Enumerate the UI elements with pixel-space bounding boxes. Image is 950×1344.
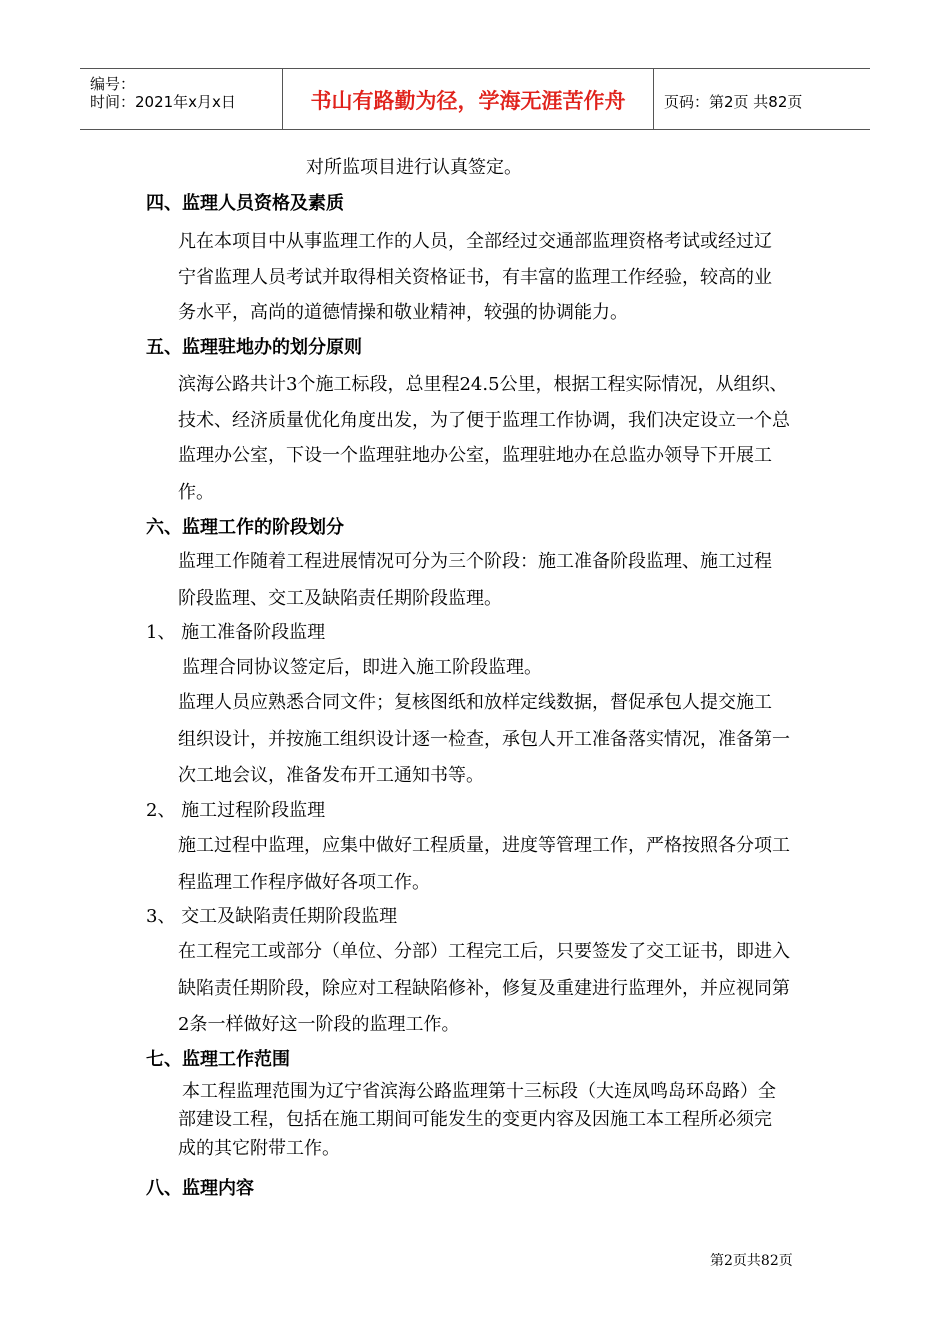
header-page-number: 页码：第2页 共82页 xyxy=(664,93,803,111)
paragraph-line: 部建设工程，包括在施工期间可能发生的变更内容及因施工本工程所必须完 xyxy=(178,1109,772,1130)
paragraph-line: 监理工作随着工程进展情况可分为三个阶段：施工准备阶段监理、施工过程 xyxy=(178,551,772,572)
document-number-label: 编号： xyxy=(90,75,136,93)
paragraph-line: 监理人员应熟悉合同文件；复核图纸和放样定线数据，督促承包人提交施工 xyxy=(178,692,772,713)
paragraph-line: 阶段监理、交工及缺陷责任期阶段监理。 xyxy=(178,588,502,609)
page-header xyxy=(80,68,870,130)
paragraph-line: 程监理工作程序做好各项工作。 xyxy=(178,872,430,893)
paragraph-line: 监理合同协议签定后，即进入施工阶段监理。 xyxy=(182,657,542,678)
paragraph-line: 凡在本项目中从事监理工作的人员，全部经过交通部监理资格考试或经过辽 xyxy=(178,231,772,252)
header-meta-cell xyxy=(80,69,282,129)
header-page-cell xyxy=(654,69,870,129)
paragraph-line: 2条一样做好这一阶段的监理工作。 xyxy=(178,1014,460,1035)
paragraph-line: 成的其它附带工作。 xyxy=(178,1138,340,1159)
section-heading-7: 七、监理工作范围 xyxy=(146,1049,290,1070)
section-heading-4: 四、监理人员资格及素质 xyxy=(146,193,344,214)
section-heading-5: 五、监理驻地办的划分原则 xyxy=(146,337,362,358)
paragraph-line: 务水平，高尚的道德情操和敬业精神，较强的协调能力。 xyxy=(178,302,628,323)
header-motto-cell xyxy=(282,69,654,129)
paragraph-line: 滨海公路共计3个施工标段，总里程24.5公里，根据工程实际情况，从组织、 xyxy=(178,374,788,395)
paragraph-line: 在工程完工或部分（单位、分部）工程完工后，只要签发了交工证书，即进入 xyxy=(178,941,790,962)
section-heading-8: 八、监理内容 xyxy=(146,1178,254,1199)
paragraph-line: 次工地会议，准备发布开工通知书等。 xyxy=(178,765,484,786)
paragraph-line: 作。 xyxy=(178,482,214,503)
footer-page-number: 第2页共82页 xyxy=(710,1253,793,1269)
section-heading-6: 六、监理工作的阶段划分 xyxy=(146,517,344,538)
list-item-title: 2、 施工过程阶段监理 xyxy=(146,800,326,821)
paragraph-line: 宁省监理人员考试并取得相关资格证书，有丰富的监理工作经验，较高的业 xyxy=(178,267,772,288)
paragraph-line: 本工程监理范围为辽宁省滨海公路监理第十三标段（大连凤鸣岛环岛路）全 xyxy=(182,1081,776,1102)
paragraph-line: 缺陷责任期阶段，除应对工程缺陷修补，修复及重建进行监理外，并应视同第 xyxy=(178,978,790,999)
paragraph-line: 对所监项目进行认真签定。 xyxy=(306,157,522,178)
list-item-title: 3、 交工及缺陷责任期阶段监理 xyxy=(146,906,398,927)
paragraph-line: 监理办公室，下设一个监理驻地办公室，监理驻地办在总监办领导下开展工 xyxy=(178,445,772,466)
paragraph-line: 施工过程中监理，应集中做好工程质量，进度等管理工作，严格按照各分项工 xyxy=(178,835,790,856)
paragraph-line: 技术、经济质量优化角度出发，为了便于监理工作协调，我们决定设立一个总 xyxy=(178,410,790,431)
header-motto: 书山有路勤为径，学海无涯苦作舟 xyxy=(310,89,626,113)
document-date-label: 时间：2021年x月x日 xyxy=(90,93,236,111)
list-item-title: 1、 施工准备阶段监理 xyxy=(146,622,326,643)
paragraph-line: 组织设计，并按施工组织设计逐一检查，承包人开工准备落实情况，准备第一 xyxy=(178,729,790,750)
